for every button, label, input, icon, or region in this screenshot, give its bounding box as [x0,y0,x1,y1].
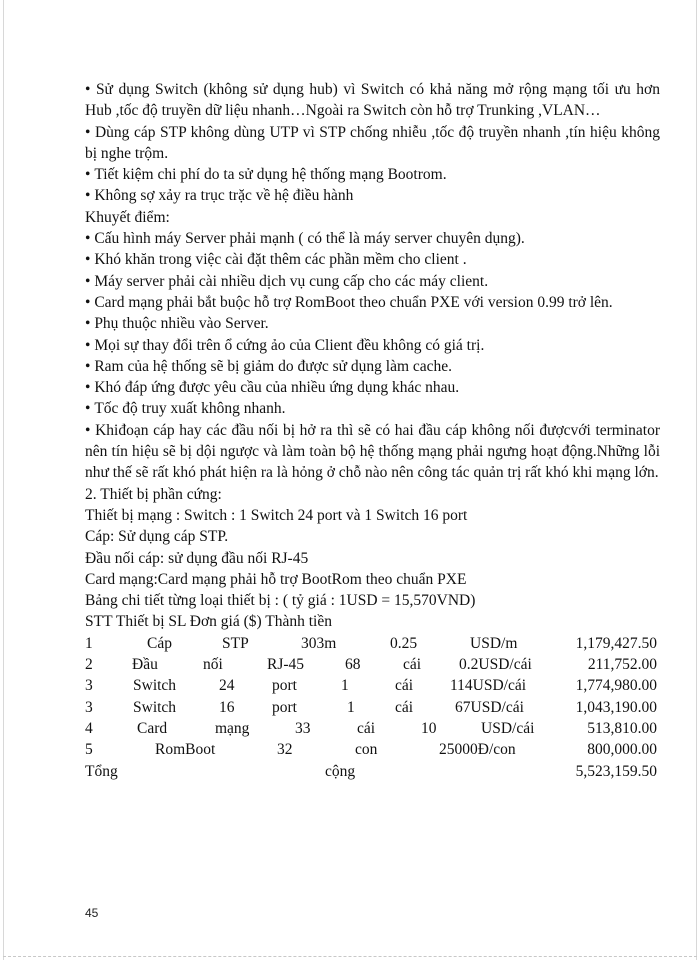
cell-model: RJ-45 [267,656,305,674]
cell-total: 1,043,190.00 [575,698,657,716]
cell-model: 24 [219,677,235,695]
paragraph: • Khó đáp ứng được yêu cầu của nhiều ứng dụng khác nhau. [85,377,660,398]
cell-total: 513,810.00 [587,719,657,737]
cell-qty: 33 [295,719,311,737]
cell-stt: 5 [85,741,93,759]
paragraph: • Không sợ xảy ra trục trặc về hệ điều hành [85,185,660,206]
table-total-row [85,761,660,782]
cell-type: port [272,677,297,695]
page-bottom-divider [3,956,697,957]
page-number: 45 [85,906,99,920]
document-body [85,79,660,782]
cell-price: 0.2USD/cái [459,656,532,674]
cell-device: Card [137,719,168,737]
paragraph: • Máy server phải cài nhiều dịch vụ cung cấp cho các máy client. [85,271,660,292]
paragraph: • Cấu hình máy Server phải mạnh ( có thể là máy server chuyên dụng). [85,228,660,249]
cell-price: 114USD/cái [450,677,527,695]
table-row [85,697,660,718]
cell-stt: 2 [85,656,93,674]
cell-type: STP [222,634,249,652]
table-row [85,739,660,760]
cell-device: Cáp [147,634,172,652]
cell-device: Đầu [132,656,158,674]
cell-device: Switch [133,698,177,716]
cell-model: 16 [219,698,235,716]
section-heading: Khuyết điểm: [85,208,170,226]
paragraph: • Khiđoạn cáp hay các đầu nối bị hở ra thì sẽ có hai đầu cáp không nối đượcvới terminator nên tín hiệu sẽ bị dội ngược và làm toàn bộ hệ thống mạng phải ngưng hoạt động.Những lỗi như thế sẽ rất khó phát hiện ra là hỏng ở chỗ nào nên công tác quản trị rất khó khi mạng lớn. [85,420,660,484]
cell-type: port [272,698,297,716]
table-header-line: STT Thiết bị SL Đơn giá ($) Thành tiền [85,613,332,631]
table-row [85,718,660,739]
cell-stt: 3 [85,677,93,695]
cell-device: Switch [133,677,177,695]
cell-stt: 1 [85,634,93,652]
paragraph: • Ram của hệ thống sẽ bị giảm do được sử dụng làm cache. [85,356,660,377]
table-row [85,633,660,654]
cell-price: 67USD/cái [455,698,524,716]
cell-price: 25000Đ/con [439,741,516,759]
paragraph: Bảng chi tiết từng loại thiết bị : ( tỷ giá : 1USD = 15,570VND) [85,592,476,610]
cell-qty: 303m [301,634,337,652]
cell-unit: cái [357,719,376,737]
paragraph: • Sử dụng Switch (không sử dụng hub) vì Switch có khả năng mở rộng mạng tối ưu hơn Hub ,tốc độ truyền dữ liệu nhanh…Ngoài ra Switch còn hỗ trợ Trunking ,VLAN… [85,79,660,122]
table-row [85,675,660,696]
paragraph: • Mọi sự thay đổi trên ổ cứng ảo của Client đều không có giá trị. [85,335,660,356]
cell-qty: 1 [341,677,349,695]
cell-unit: cái [403,656,422,674]
cell-price: 0.25 [390,634,418,652]
paragraph: • Tiết kiệm chi phí do ta sử dụng hệ thống mạng Bootrom. [85,164,660,185]
total-value: 5,523,159.50 [575,762,657,780]
cell-device: RomBoot [155,741,216,759]
section-heading: 2. Thiết bị phần cứng: [85,485,222,503]
cell-total: 211,752.00 [587,656,657,674]
total-label: Tổng [85,762,118,780]
total-word: cộng [325,762,356,780]
paragraph: Đầu nối cáp: sử dụng đầu nối RJ-45 [85,549,309,567]
paragraph: Card mạng:Card mạng phải hỗ trợ BootRom theo chuẩn PXE [85,570,467,588]
cell-total: 1,179,427.50 [575,634,657,652]
cell-qty: 1 [347,698,355,716]
cell-type: nối [203,656,223,674]
cell-total: 1,774,980.00 [575,677,657,695]
cell-qty: 32 [277,741,293,759]
cell-type: mạng [215,719,250,737]
cell-qty: 68 [345,656,361,674]
paragraph: Thiết bị mạng : Switch : 1 Switch 24 port và 1 Switch 16 port [85,506,468,524]
cell-price: 10 [421,719,437,737]
paragraph: • Khó khăn trong việc cài đặt thêm các phần mềm cho client . [85,249,660,270]
paragraph: • Phụ thuộc nhiều vào Server. [85,313,660,334]
paragraph: • Card mạng phải bắt buộc hỗ trợ RomBoot theo chuẩn PXE với version 0.99 trở lên. [85,292,660,313]
paragraph: • Tốc độ truy xuất không nhanh. [85,398,660,419]
cell-stt: 4 [85,719,93,737]
cell-stt: 3 [85,698,93,716]
cell-unit: cái [395,677,414,695]
cell-unit: con [355,741,378,759]
paragraph: • Dùng cáp STP không dùng UTP vì STP chống nhiễu ,tốc độ truyền nhanh ,tín hiệu không bị nghe trộm. [85,122,660,165]
cell-total: 800,000.00 [587,741,657,759]
cell-unit: cái [395,698,414,716]
equipment-table [85,633,660,782]
paragraph: Cáp: Sử dụng cáp STP. [85,528,229,546]
table-row [85,654,660,675]
cell-price-unit: USD/cái [481,719,535,737]
cell-unit: USD/m [470,634,518,652]
